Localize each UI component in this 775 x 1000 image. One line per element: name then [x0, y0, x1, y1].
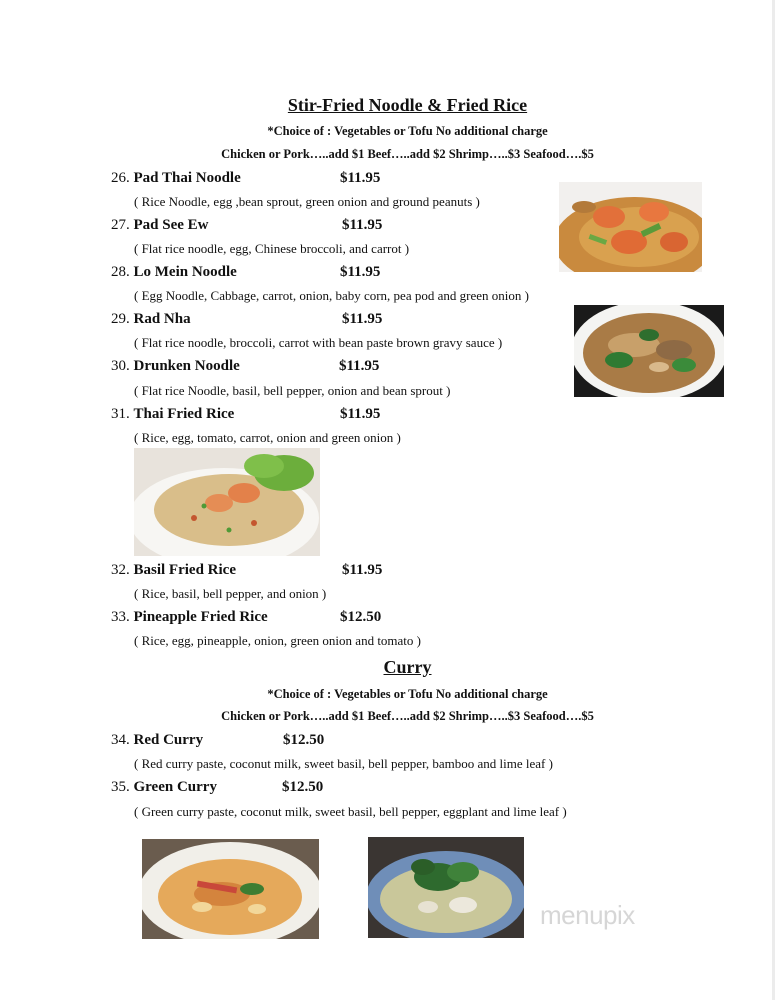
- choice-note: *Choice of : Vegetables or Tofu No additional charge: [267, 687, 548, 701]
- menupix-watermark: menupix: [540, 900, 635, 930]
- pad-thai-photo: [559, 182, 702, 272]
- item-description: ( Red curry paste, coconut milk, sweet basil, bell pepper, bamboo and lime leaf ): [134, 756, 553, 771]
- item-description: ( Rice, basil, bell pepper, and onion ): [134, 586, 327, 601]
- menu-item-32: [111, 562, 236, 579]
- item-number: 30.: [111, 358, 130, 374]
- menu-item-30: [111, 358, 240, 375]
- item-number: 33.: [111, 609, 130, 625]
- rad-nha-photo: [574, 305, 724, 397]
- item-number: 27.: [111, 217, 130, 233]
- item-price: $12.50: [282, 779, 324, 795]
- thai-fried-rice-photo: [134, 448, 320, 556]
- item-price: $11.95: [340, 264, 381, 280]
- item-name: Red Curry: [133, 732, 204, 748]
- menu-item-31: [111, 406, 234, 423]
- section-title-curry: Curry: [383, 657, 432, 677]
- item-price: $11.95: [342, 311, 383, 327]
- item-price: $12.50: [340, 609, 382, 625]
- menu-item-26: [111, 170, 241, 187]
- choice-note: *Choice of : Vegetables or Tofu No additional charge: [267, 124, 548, 138]
- menu-item-29: [111, 311, 191, 328]
- item-number: 34.: [111, 732, 130, 748]
- item-description: ( Flat rice noodle, egg, Chinese broccoli, and carrot ): [134, 241, 410, 256]
- item-name: Basil Fried Rice: [133, 562, 236, 578]
- menu-item-35: [111, 779, 217, 796]
- addon-pricing-note: Chicken or Pork…..add $1 Beef…..add $2 Shrimp…..$3 Seafood….$5: [221, 709, 594, 723]
- item-description: ( Rice, egg, pineapple, onion, green onion and tomato ): [134, 633, 422, 648]
- item-price: $11.95: [340, 406, 381, 422]
- item-price: $11.95: [340, 170, 381, 186]
- item-price: $11.95: [339, 358, 380, 374]
- item-description: ( Green curry paste, coconut milk, sweet basil, bell pepper, eggplant and lime leaf ): [134, 804, 567, 819]
- item-price: $12.50: [283, 732, 325, 748]
- item-description: ( Egg Noodle, Cabbage, carrot, onion, baby corn, pea pod and green onion ): [134, 288, 529, 303]
- item-description: ( Flat rice Noodle, basil, bell pepper, onion and bean sprout ): [134, 383, 451, 398]
- item-price: $11.95: [342, 217, 383, 233]
- item-name: Green Curry: [133, 779, 217, 795]
- menu-item-34: [111, 732, 203, 749]
- item-number: 28.: [111, 264, 130, 280]
- item-name: Pad Thai Noodle: [133, 170, 241, 186]
- green-curry-photo: [368, 837, 524, 938]
- item-name: Lo Mein Noodle: [133, 264, 237, 280]
- item-name: Rad Nha: [133, 311, 191, 327]
- item-name: Pad See Ew: [133, 217, 209, 233]
- item-name: Thai Fried Rice: [133, 406, 235, 422]
- item-number: 29.: [111, 311, 130, 327]
- addon-pricing-note: Chicken or Pork…..add $1 Beef…..add $2 Shrimp…..$3 Seafood….$5: [221, 147, 594, 161]
- menu-item-28: [111, 264, 237, 281]
- item-number: 35.: [111, 779, 130, 795]
- red-curry-photo: [142, 839, 319, 939]
- item-name: Pineapple Fried Rice: [133, 609, 268, 625]
- section-title-noodle: Stir-Fried Noodle & Fried Rice: [287, 95, 528, 115]
- menu-item-27: [111, 217, 209, 234]
- item-description: ( Rice Noodle, egg ,bean sprout, green onion and ground peanuts ): [134, 194, 480, 209]
- item-name: Drunken Noodle: [133, 358, 240, 374]
- item-price: $11.95: [342, 562, 383, 578]
- item-number: 26.: [111, 170, 130, 186]
- item-description: ( Rice, egg, tomato, carrot, onion and green onion ): [134, 430, 401, 445]
- item-number: 32.: [111, 562, 130, 578]
- item-description: ( Flat rice noodle, broccoli, carrot with bean paste brown gravy sauce ): [134, 335, 503, 350]
- item-number: 31.: [111, 406, 130, 422]
- menu-item-33: [111, 609, 268, 626]
